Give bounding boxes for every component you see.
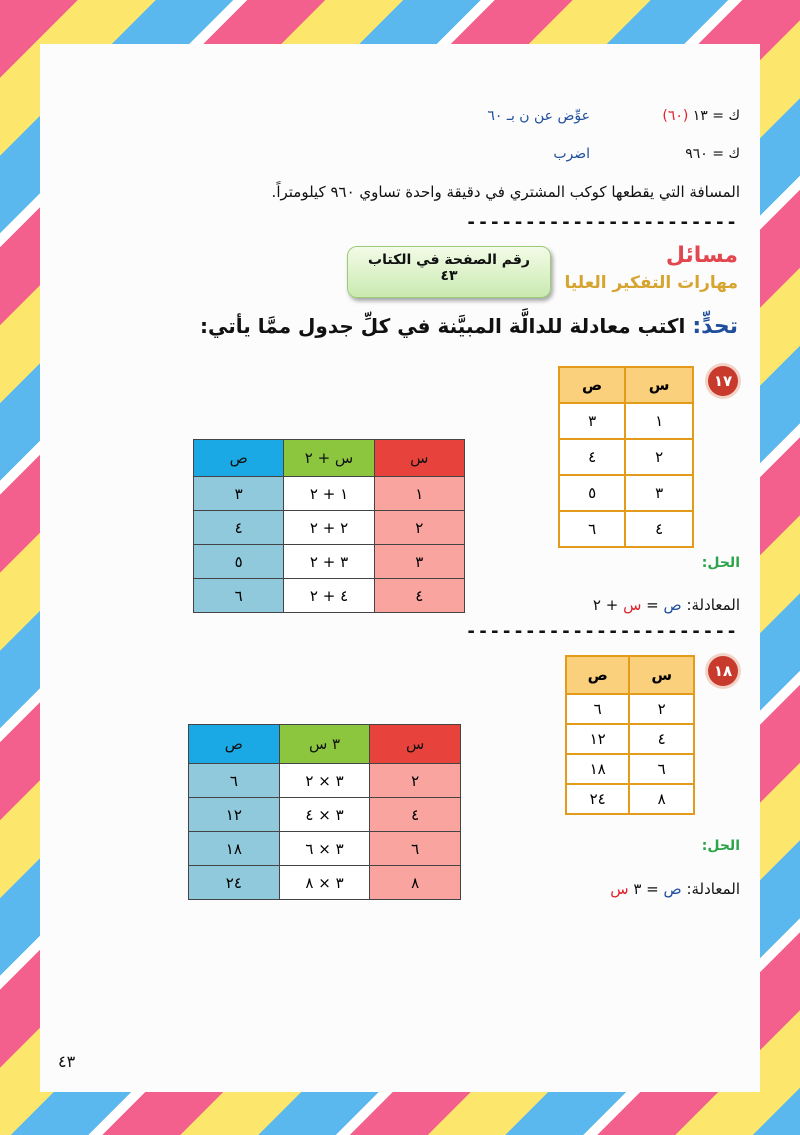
multiply-note: اضرب [553, 146, 590, 162]
section-title: مسائل [665, 243, 738, 268]
solution-header-y: ص [189, 725, 280, 764]
table-row: ٢ ٤ [559, 439, 693, 475]
solution-header-y: ص [194, 440, 284, 477]
equation-k-13: ك = ١٣ [688, 108, 740, 124]
divider-middle: ----------------------- [465, 621, 738, 642]
book-page-box [347, 246, 551, 298]
table-row: ٨ ٢٤ [566, 784, 694, 814]
challenge-instruction [200, 314, 738, 339]
table-row: ٦ ٣ × ٦ ١٨ [189, 832, 461, 866]
section-subtitle: مهارات التفكير العليا [564, 273, 738, 293]
problem-17-solution-label: الحل: [701, 555, 740, 571]
table-row: ٦ ١٨ [566, 754, 694, 784]
table-row: ٤ ٦ [559, 511, 693, 547]
book-page-label: رقم الصفحة في الكتاب [368, 252, 530, 268]
problem-18-table [565, 655, 695, 815]
paren-60: (٦٠) [662, 108, 689, 124]
problem-18-solution-label: الحل: [701, 838, 740, 854]
answer-sentence: المسافة التي يقطعها كوكب المشتري في دقيقة واحدة تساوي ٩٦٠ كيلومتراً. [271, 183, 740, 201]
table-row: ١ ٣ [559, 403, 693, 439]
table-header-x: س [625, 367, 693, 403]
table-row: ٣ ٣ + ٢ ٥ [194, 545, 465, 579]
problem-18-equation: المعادلة: ص = ٣ س [610, 880, 740, 898]
table-row: ٨ ٣ × ٨ ٢٤ [189, 866, 461, 900]
table-row: ٢ ٣ × ٢ ٦ [189, 764, 461, 798]
equation-k-960: ك = ٩٦٠ [685, 146, 740, 162]
problem-17-solution-table [193, 439, 465, 613]
table-row: ٢ ٦ [566, 694, 694, 724]
problem-18-badge: ١٨ [708, 656, 738, 686]
table-header-x: س [629, 656, 694, 694]
table-row: ٢ ٢ + ٢ ٤ [194, 511, 465, 545]
challenge-text: اكتب معادلة للدالَّة المبيَّنة في كلِّ جدول ممَّا يأتي: [200, 314, 693, 338]
book-page-number: ٤٣ [440, 268, 458, 284]
problem-17-equation: المعادلة: ص = س + ٢ [592, 596, 740, 614]
solution-header-x: س [374, 440, 464, 477]
table-header-y: ص [559, 367, 625, 403]
problem-18-solution-table [188, 724, 461, 900]
table-row: ٤ ٣ × ٤ ١٢ [189, 798, 461, 832]
solution-header-x: س [370, 725, 461, 764]
solution-header-expr: س + ٢ [284, 440, 374, 477]
table-row: ٣ ٥ [559, 475, 693, 511]
multiply-line [80, 146, 740, 168]
solution-header-expr: ٣ س [279, 725, 370, 764]
problem-17-table [558, 366, 694, 548]
challenge-label: تحدٍّ: [692, 314, 738, 339]
table-row: ٤ ١٢ [566, 724, 694, 754]
divider-top: ----------------------- [465, 212, 738, 233]
table-header-y: ص [566, 656, 629, 694]
substitute-note: عوِّض عن ن بـ ٦٠ [487, 108, 590, 124]
table-row: ١ ١ + ٢ ٣ [194, 477, 465, 511]
page-number: ٤٣ [58, 1052, 76, 1071]
problem-17-badge: ١٧ [708, 366, 738, 396]
table-row: ٤ ٤ + ٢ ٦ [194, 579, 465, 613]
substitution-line [80, 108, 740, 130]
